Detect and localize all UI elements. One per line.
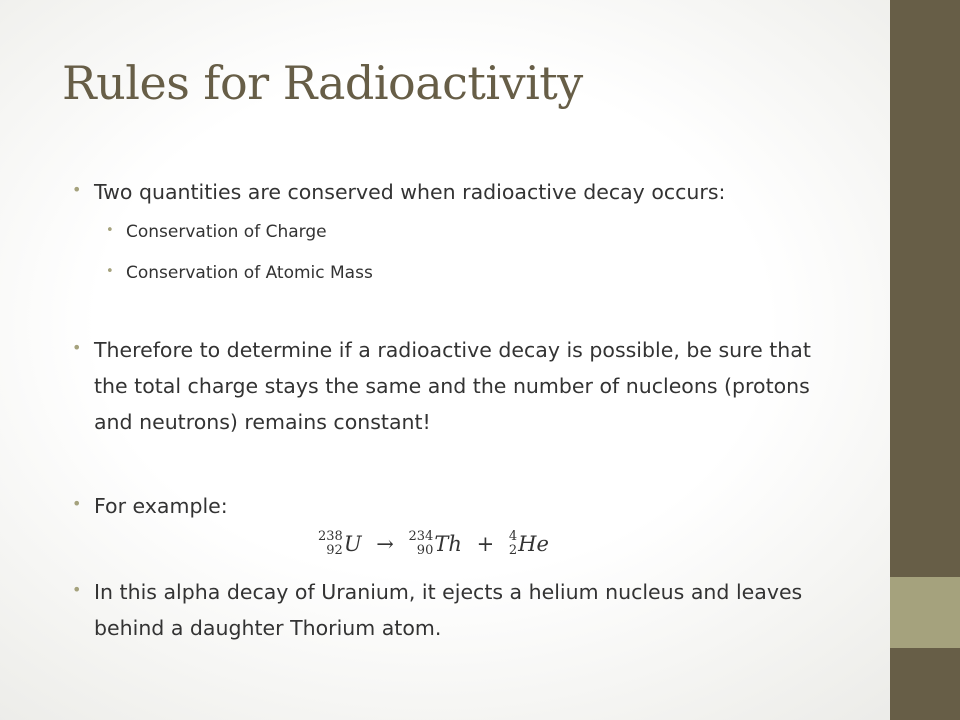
bullet-text: Two quantities are conserved when radioactive decay occurs: (94, 180, 726, 204)
sub-bullet-atomic-mass (106, 262, 826, 284)
uranium-symbol: U (343, 531, 362, 556)
side-decoration-band (890, 0, 960, 720)
bullet-alpha-decay-explanation (72, 574, 834, 646)
bullet-determine-decay (72, 332, 834, 440)
bullet-text: Conservation of Charge (126, 222, 327, 242)
helium-atomic-number: 2 (508, 542, 518, 558)
side-decoration-accent (890, 577, 960, 648)
uranium-nuclide (318, 522, 362, 564)
bullet-dot-icon: • (106, 264, 114, 279)
bullet-text: Therefore to determine if a radioactive decay is possible, be sure that the total charge stays the same and the number of nucleons (protons and neutrons) remains constant! (94, 338, 811, 434)
bullet-conserved-quantities (72, 174, 834, 210)
bullet-dot-icon: • (72, 180, 82, 199)
helium-nuclide (509, 522, 549, 564)
thorium-nuclide (409, 522, 462, 564)
bullet-dot-icon: • (72, 494, 82, 513)
uranium-atomic-number: 92 (326, 542, 343, 558)
bullet-text: In this alpha decay of Uranium, it ejects a helium nucleus and leaves behind a daughter Thorium atom. (94, 580, 803, 640)
bullet-dot-icon: • (72, 338, 82, 357)
plus-sign: + (476, 531, 495, 556)
thorium-symbol: Th (434, 531, 462, 556)
helium-symbol: He (518, 531, 549, 556)
alpha-decay-equation (318, 522, 549, 562)
bullet-dot-icon: • (72, 580, 82, 599)
sub-bullet-charge (106, 221, 826, 243)
thorium-atomic-number: 90 (416, 542, 434, 558)
thorium-mass-number: 234 (408, 528, 434, 544)
bullet-text: Conservation of Atomic Mass (126, 263, 373, 283)
bullet-text: For example: (94, 494, 228, 518)
uranium-mass-number: 238 (318, 528, 343, 544)
reaction-arrow: → (376, 531, 394, 556)
bullet-dot-icon: • (106, 223, 114, 238)
slide-title: Rules for Radioactivity (62, 56, 583, 110)
bullet-for-example (72, 488, 834, 524)
helium-mass-number: 4 (508, 528, 518, 544)
